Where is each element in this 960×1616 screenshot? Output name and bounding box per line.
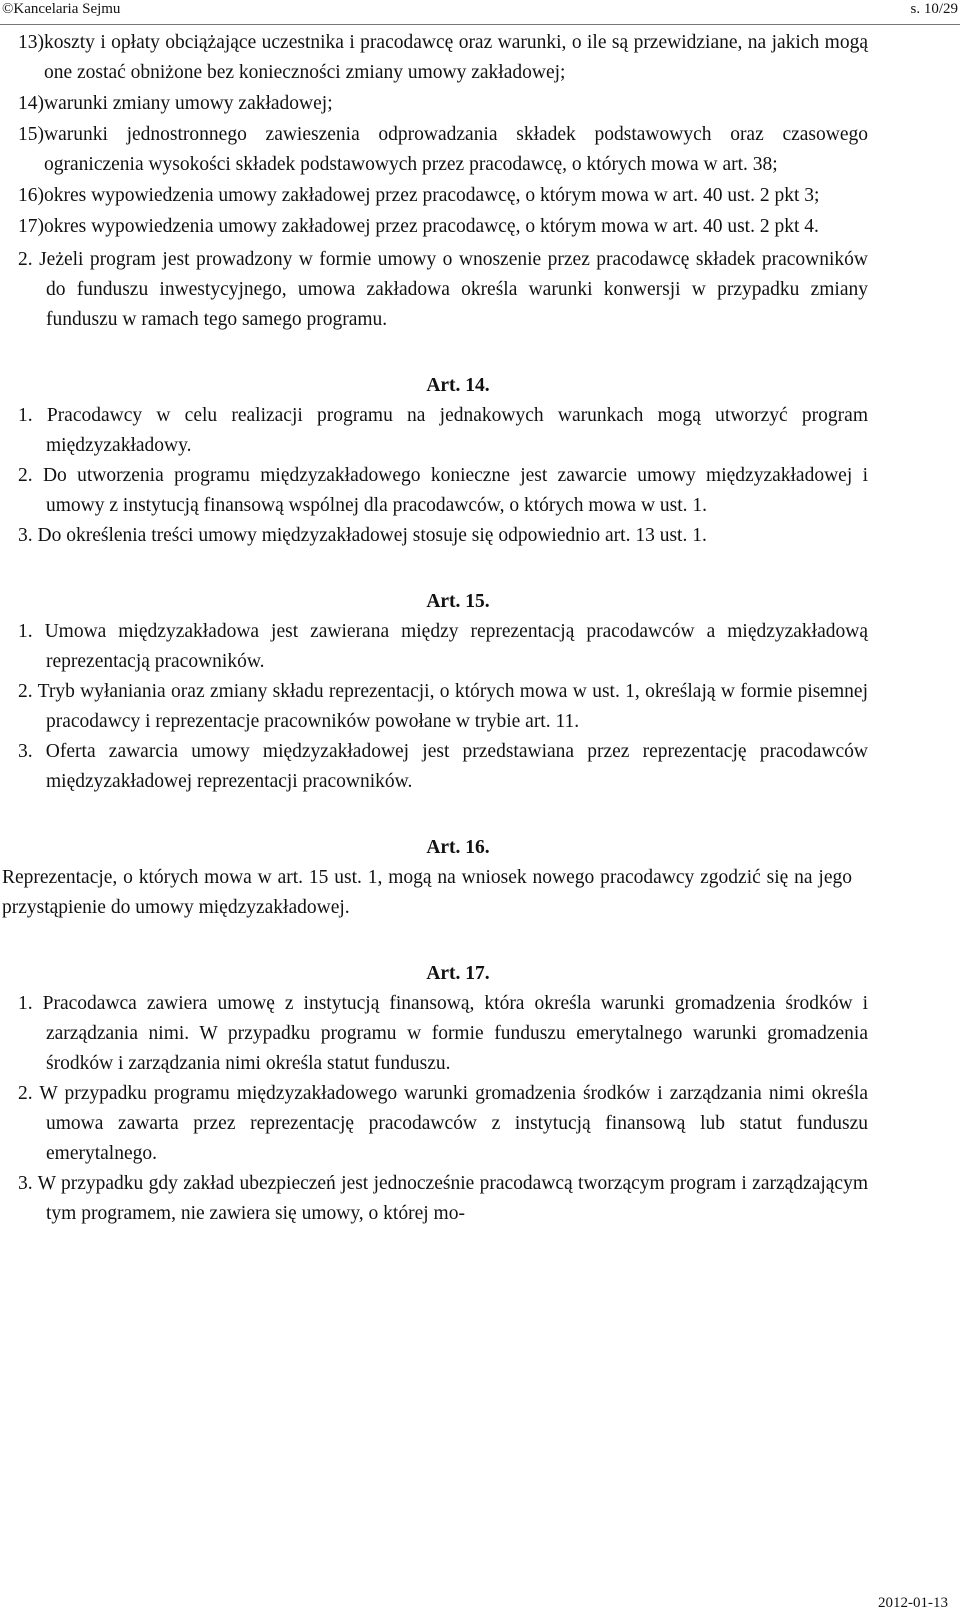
- list-item: [18, 120, 868, 180]
- document-body: [0, 24, 930, 1229]
- paragraph-text: 1. Pracodawca zawiera umowę z instytucją finansową, która określa warunki gromadzenia środków i zarządzania nimi. W przypadku programu w formie funduszu emerytalnego warunki gromadzenia środków i zarządzania nimi określa statut funduszu.: [18, 993, 868, 1074]
- list-item: [18, 212, 868, 242]
- article-16-body: [2, 863, 852, 923]
- paragraph-text: 2. W przypadku programu międzyzakładowego warunki gromadzenia środków i zarządzania nimi określa umowa zawarta przez reprezentację pracodawców z instytucją finansową lub statut funduszu emerytalnego.: [18, 1083, 868, 1164]
- article-heading-17: Art. 17.: [426, 963, 490, 984]
- list-item-text: okres wypowiedzenia umowy zakładowej przez pracodawcę, o którym mowa w art. 40 ust. 2 pkt 4.: [44, 216, 819, 237]
- list-item-text: warunki zmiany umowy zakładowej;: [44, 93, 333, 114]
- list-item-number: 17): [18, 216, 44, 237]
- footer-date: 2012-01-13: [878, 1595, 948, 1611]
- list-item: [18, 28, 868, 88]
- header-page-number: s. 10/29: [910, 1, 958, 17]
- paragraph-text: 2. Jeżeli program jest prowadzony w formie umowy o wnoszenie przez pracodawcę składek pracowników do funduszu inwestycyjnego, umowa zakładowa określa warunki konwersji w przypadku zmiany funduszu w ramach tego samego programu.: [18, 249, 868, 330]
- paragraph-text: 3. Do określenia treści umowy międzyzakładowej stosuje się odpowiednio art. 13 ust. 1.: [18, 525, 707, 546]
- list-item-text: koszty i opłaty obciążające uczestnika i pracodawcę oraz warunki, o ile są przewidziane, na jakich mogą one zostać obniżone bez konieczności zmiany umowy zakładowej;: [44, 32, 868, 83]
- paragraph-text: 3. W przypadku gdy zakład ubezpieczeń jest jednocześnie pracodawcą tworzącym program i zarządzającym tym programem, nie zawiera się umowy, o której mo-: [18, 1173, 868, 1224]
- paragraph-text: 2. Do utworzenia programu międzyzakładowego konieczne jest zawarcie umowy międzyzakładowej i umowy z instytucją finansową wspólnej dla pracodawców, o których mowa w ust. 1.: [18, 465, 868, 516]
- article-heading-15: Art. 15.: [426, 591, 490, 612]
- list-item-number: 15): [18, 124, 44, 145]
- header-copyright: ©Kancelaria Sejmu: [2, 1, 121, 17]
- paragraph-text: 1. Pracodawcy w celu realizacji programu na jednakowych warunkach mogą utworzyć program międzyzakładowy.: [18, 405, 868, 456]
- list-item: [18, 181, 868, 211]
- paragraph-text: 3. Oferta zawarcia umowy międzyzakładowej jest przedstawiana przez reprezentację pracodawców międzyzakładowej reprezentacji pracowników.: [18, 741, 868, 792]
- list-item: [18, 89, 868, 119]
- paragraph-text: 2. Tryb wyłaniania oraz zmiany składu reprezentacji, o których mowa w ust. 1, określają w formie pisemnej pracodawcy i reprezentacje pracowników powołane w trybie art. 11.: [18, 681, 868, 732]
- article-15-body: [18, 617, 868, 797]
- enumerated-list: [18, 28, 868, 242]
- art13-paragraph-2: [18, 245, 868, 335]
- article-heading-16: Art. 16.: [426, 837, 490, 858]
- article-heading-14: Art. 14.: [426, 375, 490, 396]
- paragraph-text: 1. Umowa międzyzakładowa jest zawierana między reprezentacją pracodawców a międzyzakładową reprezentacją pracowników.: [18, 621, 868, 672]
- paragraph-text: Reprezentacje, o których mowa w art. 15 ust. 1, mogą na wniosek nowego pracodawcy zgodzić się na jego przystąpienie do umowy międzyzakładowej.: [2, 867, 852, 918]
- page-header: [0, 0, 960, 25]
- list-item-number: 16): [18, 185, 44, 206]
- list-item-number: 14): [18, 93, 44, 114]
- article-17-body: [18, 989, 868, 1229]
- list-item-text: okres wypowiedzenia umowy zakładowej przez pracodawcę, o którym mowa w art. 40 ust. 2 pkt 3;: [44, 185, 820, 206]
- list-item-text: warunki jednostronnego zawieszenia odprowadzania składek podstawowych oraz czasowego ograniczenia wysokości składek podstawowych przez pracodawcę, o których mowa w art. 38;: [44, 124, 868, 175]
- list-item-number: 13): [18, 32, 44, 53]
- article-14-body: [18, 401, 868, 551]
